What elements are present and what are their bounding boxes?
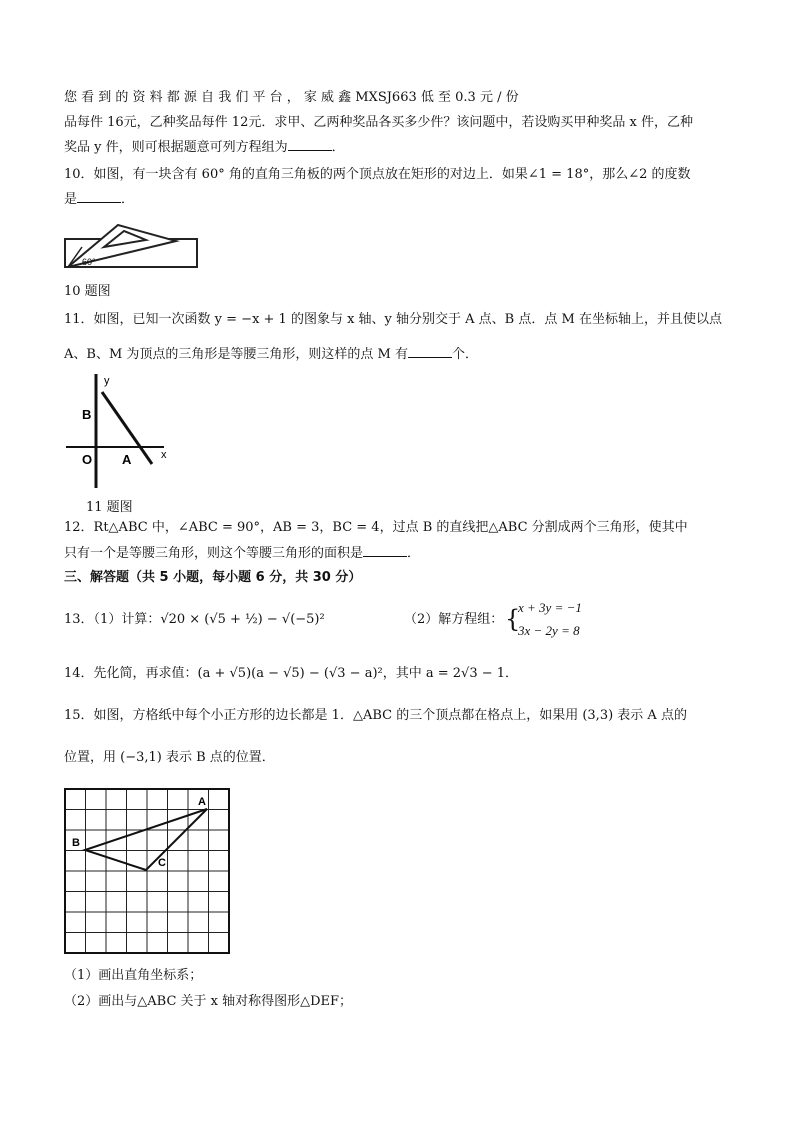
question-13-part1: 13．（1）计算：√20 × (√5 + ½) − √(−5)² [64,612,325,627]
origin-label: O [82,452,93,467]
point-label-b: B [72,837,80,849]
figure-caption: 10 题图 [64,284,111,299]
angle-label: 60° [82,257,96,267]
question-12: 12．Rt△ABC 中，∠ABC = 90°，AB = 3，BC = 4，过点 B 的直线把△ABC 分割成两个三角形，使其中 [64,520,688,535]
text: ． [407,546,421,561]
answer-blank[interactable] [288,138,332,151]
answer-blank[interactable] [408,345,452,358]
question-14: 14．先化简，再求值：(a + √5)(a − √5) − (√3 − a)²，其中 a = 2√3 − 1． [64,666,519,681]
sub-question-1: （1）画出直角坐标系； [64,968,203,983]
axis-label-x: x [161,449,167,461]
sub-question-2: （2）画出与△ABC 关于 x 轴对称得图形△DEF； [64,994,353,1009]
section-heading: 三、解答题（共 5 小题，每小题 6 分，共 30 分） [64,570,362,585]
question-15: 15．如图，方格纸中每个小正方形的边长都是 1．△ABC 的三个顶点都在格点上，如果用 (3,3) 表示 A 点的 [64,708,687,723]
triangle-abc [85,809,207,870]
text: 个． [451,347,478,362]
equation-2: 3x − 2y = 8 [518,623,580,638]
question-10-cont [64,190,134,210]
text: 只有一个是等腰三角形，则这个等腰三角形的面积是 [64,546,364,561]
point-label-a: A [122,452,132,467]
text: A、B、M 为顶点的三角形是等腰三角形，则这样的点 M 有 [64,347,408,362]
point-label-c: C [158,857,166,869]
equation-1: x + 3y = −1 [518,600,582,615]
point-label-a: A [198,796,206,808]
figure-caption: 11 题图 [86,500,133,515]
brace-icon: { [505,605,521,633]
text: ． [331,140,345,155]
question-12-cont [64,544,420,564]
point-label-b: B [82,407,92,422]
question-11: 11．如图，已知一次函数 y = −x + 1 的图象与 x 轴、y 轴分别交于 A 点、B 点．点 M 在坐标轴上，并且使以点 [64,312,722,327]
question-10: 10．如图，有一块含有 60° 角的直角三角板的两个顶点放在矩形的对边上．如果∠1 = 18°，那么∠2 的度数 [64,167,691,182]
answer-blank[interactable] [77,190,121,203]
text-line [64,138,345,158]
question-13-part2: （2）解方程组： [404,612,504,627]
header-line: 您 看 到 的 资 料 都 源 自 我 们 平 台 ， 家 威 鑫 MXSJ663 低 至 0.3 元 / 份 [64,90,519,105]
figure-15-grid [64,788,230,954]
answer-blank[interactable] [363,544,407,557]
axis-label-y: y [104,375,110,387]
question-15-cont: 位置，用 (−3,1) 表示 B 点的位置． [64,750,275,765]
text: 奖品 y 件，则可根据题意可列方程组为 [64,140,288,155]
text: ． [121,192,135,207]
question-11-cont [64,345,478,365]
text-line: 品每件 16元，乙种奖品每件 12元．求甲、乙两种奖品各买多少件？该问题中，若设购买甲种奖品 x 件，乙种 [64,115,693,130]
figure-10 [64,222,200,272]
figure-11 [64,370,174,490]
text: 是 [64,192,78,207]
